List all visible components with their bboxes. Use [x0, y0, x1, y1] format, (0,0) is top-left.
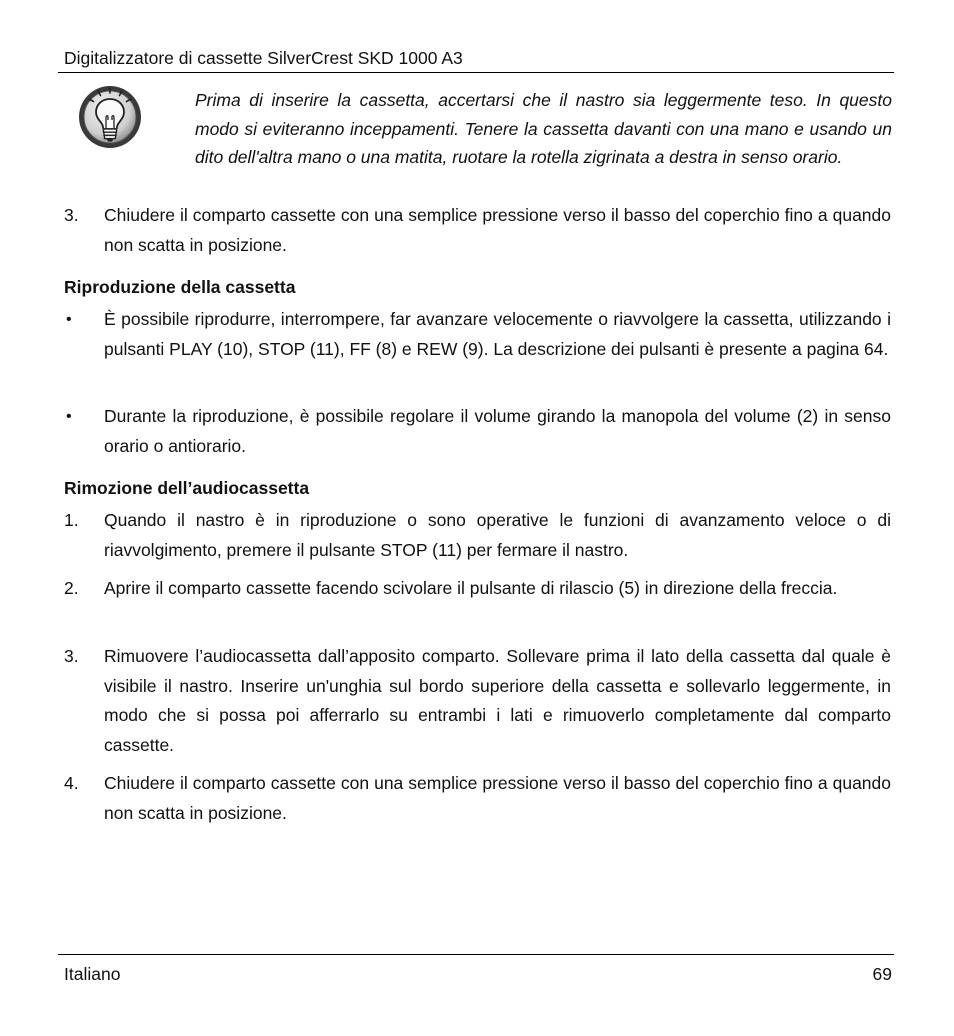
list-item	[64, 769, 894, 828]
bullet-marker: •	[66, 408, 72, 425]
section-heading-removal: Rimozione dell’audiocassetta	[64, 478, 310, 498]
bullet-text: Durante la riproduzione, è possibile regolare il volume girando la manopola del volume (2) in senso orario o antiorario.	[104, 406, 891, 456]
tip-note: Prima di inserire la cassetta, accertarsi che il nastro sia leggermente teso. In questo modo si eviteranno inceppamenti. Tenere la cassetta davanti con una mano e usando un dito dell'altra mano o una matita, ruotare la rotella zigrinata a destra in senso orario.	[195, 90, 892, 168]
step-number: 3.	[64, 646, 79, 666]
step-text: Chiudere il comparto cassette con una semplice pressione verso il basso del coperchio fino a quando non scatta in posizione.	[104, 773, 891, 823]
page-number: 69	[872, 964, 892, 984]
list-item	[64, 402, 894, 461]
page-header-title: Digitalizzatore di cassette SilverCrest SKD 1000 A3	[64, 48, 463, 68]
step-number: 2.	[64, 578, 79, 598]
step-text: Rimuovere l’audiocassetta dall’apposito comparto. Sollevare prima il lato della cassetta dal quale è visibile il nastro. Inserire un'unghia sul bordo superiore della cassetta e sollevarlo leggermente, in modo che si possa poi afferrarlo su entrambi i lati e rimuoverlo completamente dal comparto cassette.	[104, 646, 891, 755]
footer-language: Italiano	[64, 964, 121, 984]
bullet-text: È possibile riprodurre, interrompere, far avanzare velocemente o riavvolgere la cassetta, utilizzando i pulsanti PLAY (10), STOP (11), FF (8) e REW (9). La descrizione dei pulsanti è presente a pagina 64.	[104, 309, 891, 359]
header-divider	[58, 72, 894, 73]
section-heading-playback: Riproduzione della cassetta	[64, 277, 296, 297]
list-item	[64, 506, 894, 565]
step-number: 4.	[64, 773, 79, 793]
step-text: Quando il nastro è in riproduzione o sono operative le funzioni di avanzamento veloce o di riavvolgimento, premere il pulsante STOP (11) per fermare il nastro.	[104, 510, 891, 560]
step-text: Chiudere il comparto cassette con una semplice pressione verso il basso del coperchio fino a quando non scatta in posizione.	[104, 205, 891, 255]
list-item	[64, 642, 894, 760]
list-item	[64, 305, 894, 364]
list-item	[64, 574, 894, 604]
step-number: 1.	[64, 510, 79, 530]
lightbulb-icon	[76, 82, 150, 158]
bullet-marker: •	[66, 311, 72, 328]
list-item	[64, 201, 894, 260]
step-text: Aprire il comparto cassette facendo scivolare il pulsante di rilascio (5) in direzione della freccia.	[104, 578, 838, 598]
footer-divider	[58, 954, 894, 955]
step-number: 3.	[64, 205, 79, 225]
